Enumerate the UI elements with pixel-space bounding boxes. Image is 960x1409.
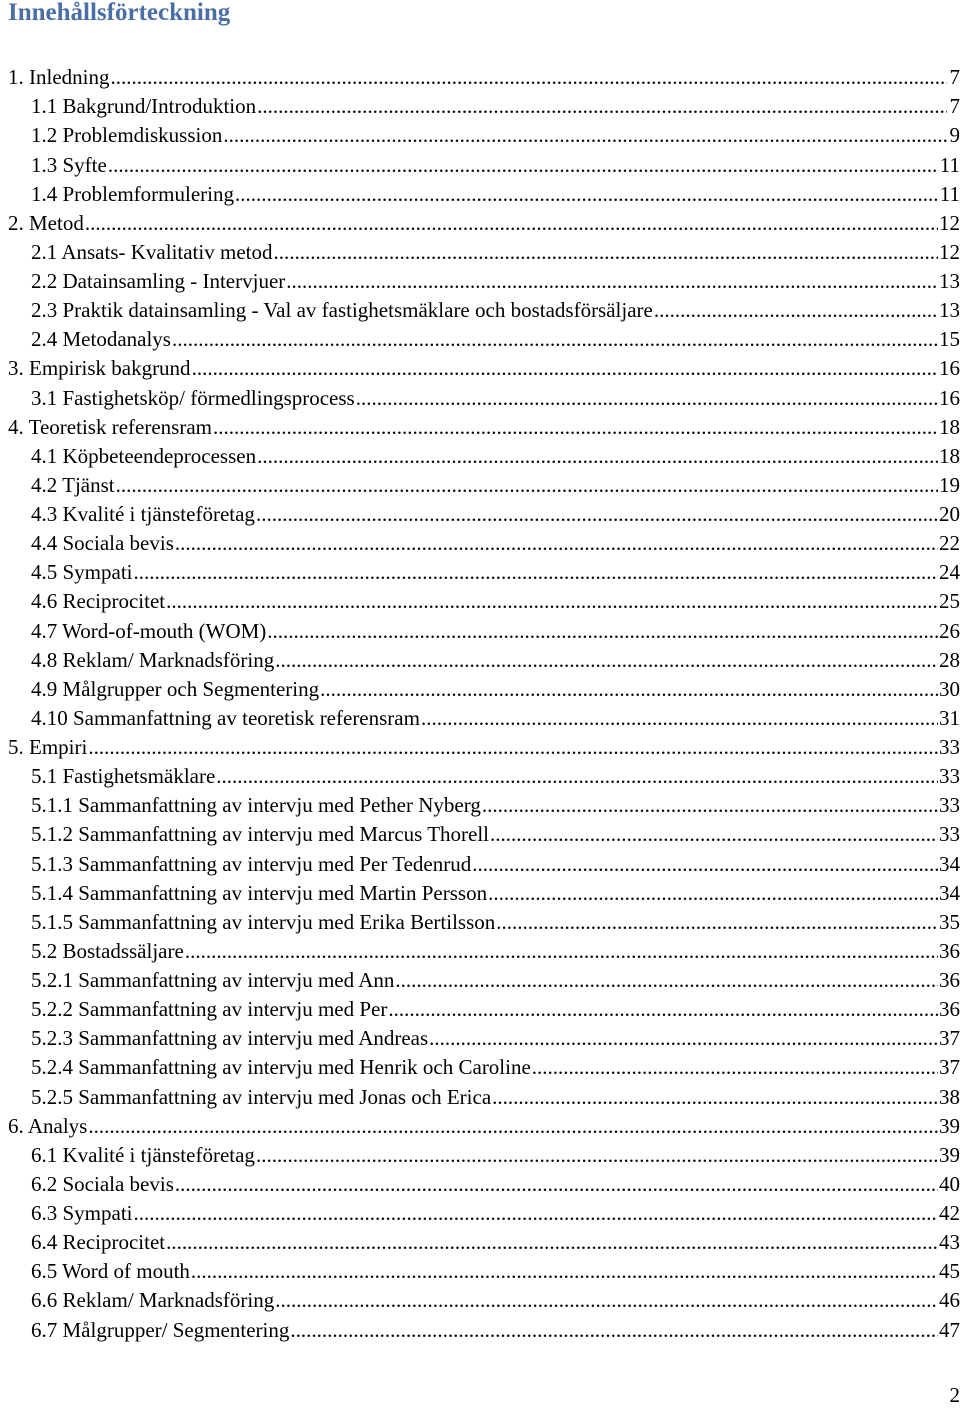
toc-entry-page-number[interactable]: 36 <box>939 968 960 992</box>
toc-entry[interactable] <box>0 296 960 325</box>
toc-entry[interactable] <box>0 180 960 209</box>
toc-entry[interactable] <box>0 908 960 937</box>
toc-entry-label[interactable]: 6.7 Målgrupper/ Segmentering <box>31 1318 289 1345</box>
toc-entry-page-number[interactable]: 45 <box>939 1259 960 1284</box>
toc-entry[interactable] <box>0 1141 960 1170</box>
toc-entry[interactable] <box>0 966 960 995</box>
dot-leader <box>429 1026 938 1053</box>
dot-leader <box>175 531 938 558</box>
toc-entry-page-number[interactable]: 11 <box>939 152 960 177</box>
toc-entry-page-number[interactable]: 42 <box>939 1201 960 1225</box>
toc-entry-label[interactable]: 1.4 Problemformulering <box>31 182 234 209</box>
dot-leader <box>273 240 938 267</box>
dot-leader <box>216 764 938 791</box>
toc-entry-page-number[interactable]: 19 <box>939 472 960 497</box>
dot-leader <box>223 123 947 150</box>
toc-entry-label[interactable]: 4.10 Sammanfattning av teoretisk referensram <box>31 706 420 733</box>
toc-entry[interactable] <box>0 92 960 121</box>
dot-leader <box>213 415 938 442</box>
toc-entry[interactable] <box>0 354 960 383</box>
toc-entry[interactable] <box>0 442 960 471</box>
toc-entry-page-number[interactable]: 40 <box>939 1171 960 1196</box>
toc-entry-page-number[interactable]: 7 <box>949 65 960 90</box>
toc-entry[interactable] <box>0 733 960 762</box>
toc-entry[interactable] <box>0 1082 960 1111</box>
toc-entry-page-number[interactable]: 28 <box>939 647 960 672</box>
dot-leader <box>275 648 938 675</box>
toc-entry-page-number[interactable]: 13 <box>939 298 960 323</box>
dot-leader <box>654 298 938 325</box>
dot-leader <box>192 356 938 383</box>
toc-entry[interactable] <box>0 1228 960 1257</box>
dot-leader <box>275 1288 938 1315</box>
toc-entry-label[interactable]: 6.2 Sociala bevis <box>31 1172 174 1199</box>
dot-leader <box>110 65 947 92</box>
toc-entry-label[interactable]: 6.1 Kvalité i tjänsteföretag <box>31 1143 255 1170</box>
toc-entry-label[interactable]: 5.1.1 Sammanfattning av intervju med Pether Nyberg <box>31 793 481 820</box>
dot-leader <box>134 560 938 587</box>
dot-leader <box>191 1259 938 1286</box>
toc-entry-label[interactable]: 5.1.4 Sammanfattning av intervju med Martin Persson <box>31 881 487 908</box>
toc-entry-page-number[interactable]: 34 <box>939 851 960 876</box>
toc-entry[interactable] <box>0 63 960 92</box>
dot-leader <box>256 1143 938 1170</box>
dot-leader <box>235 182 939 209</box>
toc-entry[interactable] <box>0 1257 960 1286</box>
toc-entry[interactable] <box>0 1199 960 1228</box>
dot-leader <box>421 706 938 733</box>
toc-entry[interactable] <box>0 849 960 878</box>
toc-entry[interactable] <box>0 820 960 849</box>
toc-entry-label[interactable]: 2.1 Ansats- Kvalitativ metod <box>31 240 272 267</box>
dot-leader <box>395 968 938 995</box>
dot-leader <box>166 1230 938 1257</box>
toc-entry-label[interactable]: 5.2.5 Sammanfattning av intervju med Jonas och Erica <box>31 1085 491 1112</box>
toc-entry-page-number[interactable]: 35 <box>939 909 960 934</box>
toc-entry-page-number[interactable]: 33 <box>939 793 960 818</box>
dot-leader <box>256 502 938 529</box>
toc-entry[interactable] <box>0 1170 960 1199</box>
toc-entry[interactable] <box>0 1053 960 1082</box>
dot-leader <box>108 153 939 180</box>
toc-entry-page-number[interactable]: 36 <box>939 938 960 963</box>
toc-entry-page-number[interactable]: 12 <box>939 210 960 235</box>
toc-entry[interactable] <box>0 1315 960 1344</box>
toc-entry[interactable] <box>0 995 960 1024</box>
toc-entry-page-number[interactable]: 43 <box>939 1230 960 1255</box>
toc-entry-label[interactable]: 4.2 Tjänst <box>31 473 115 500</box>
toc-entry-label[interactable]: 5.1 Fastighetsmäklare <box>31 764 215 791</box>
toc-entry-page-number[interactable]: 31 <box>939 705 960 730</box>
toc-entry-page-number[interactable]: 33 <box>939 735 960 759</box>
dot-leader <box>286 269 938 296</box>
toc-entry-page-number[interactable]: 20 <box>939 502 960 526</box>
toc-entry-label[interactable]: 5. Empiri <box>8 735 87 762</box>
dot-leader <box>267 619 938 646</box>
dot-leader <box>175 1172 938 1199</box>
toc-entry-page-number[interactable]: 26 <box>939 618 960 643</box>
toc-entry[interactable] <box>0 267 960 296</box>
toc-entry-page-number[interactable]: 11 <box>939 181 960 206</box>
toc-entry-label[interactable]: 4.4 Sociala bevis <box>31 531 174 558</box>
toc-entry-label[interactable]: 6.5 Word of mouth <box>31 1259 190 1286</box>
toc-entry[interactable] <box>0 150 960 179</box>
toc-entry-label[interactable]: 4.7 Word-of-mouth (WOM) <box>31 619 266 646</box>
toc-entry-page-number[interactable]: 7 <box>949 94 960 119</box>
toc-entry-page-number[interactable]: 16 <box>939 356 960 381</box>
dot-leader <box>88 1114 938 1141</box>
toc-entry-page-number[interactable]: 34 <box>939 880 960 905</box>
toc-entry-label[interactable]: 5.2.1 Sammanfattning av intervju med Ann <box>31 968 394 995</box>
dot-leader <box>116 473 938 500</box>
toc-entry[interactable] <box>0 616 960 645</box>
toc-entry[interactable] <box>0 471 960 500</box>
toc-entry-page-number[interactable]: 12 <box>939 239 960 264</box>
dot-leader <box>290 1318 938 1345</box>
toc-entry-label[interactable]: 4.6 Reciprocitet <box>31 589 165 616</box>
toc-entry-page-number[interactable]: 46 <box>939 1288 960 1313</box>
toc-entry[interactable] <box>0 325 960 354</box>
toc-entry-page-number[interactable]: 38 <box>939 1084 960 1109</box>
toc-entry[interactable] <box>0 762 960 791</box>
dot-leader <box>492 1085 938 1112</box>
toc-entry-label[interactable]: 5.2 Bostadssäljare <box>31 939 184 966</box>
toc-entry[interactable] <box>0 675 960 704</box>
dot-leader <box>488 881 938 908</box>
dot-leader <box>88 735 938 762</box>
toc-entry-page-number[interactable]: 37 <box>939 1026 960 1051</box>
dot-leader <box>496 910 938 937</box>
toc-entry-label[interactable]: 2.4 Metodanalys <box>31 327 171 354</box>
dot-leader <box>532 1055 938 1082</box>
toc-entry-label[interactable]: 2. Metod <box>8 211 84 238</box>
toc-entry-label[interactable]: 1.2 Problemdiskussion <box>31 123 222 150</box>
toc-entry-label[interactable]: 4. Teoretisk referensram <box>8 415 212 442</box>
dot-leader <box>185 939 938 966</box>
toc-entry[interactable] <box>0 209 960 238</box>
dot-leader <box>257 444 938 471</box>
toc-entry[interactable] <box>0 500 960 529</box>
toc-entry-page-number[interactable]: 39 <box>939 1142 960 1167</box>
dot-leader <box>388 997 938 1024</box>
toc-entry[interactable] <box>0 1286 960 1315</box>
toc-entry-page-number[interactable]: 47 <box>939 1317 960 1342</box>
toc-entry-label[interactable]: 5.2.3 Sammanfattning av intervju med Andreas <box>31 1026 428 1053</box>
toc-entry[interactable] <box>0 791 960 820</box>
toc-entry-label[interactable]: 2.3 Praktik datainsamling - Val av fastighetsmäklare och bostadsförsäljare <box>31 298 653 325</box>
toc-entry-page-number[interactable]: 18 <box>939 414 960 439</box>
toc-entry-label[interactable]: 6. Analys <box>8 1114 87 1141</box>
toc-entry-page-number[interactable]: 30 <box>939 676 960 701</box>
table-of-contents <box>0 63 960 1345</box>
toc-entry[interactable] <box>0 879 960 908</box>
toc-entry[interactable] <box>0 413 960 442</box>
toc-entry[interactable] <box>0 1024 960 1053</box>
page-number: 2 <box>949 1383 960 1407</box>
toc-entry-label[interactable]: 1. Inledning <box>8 65 109 92</box>
toc-entry-page-number[interactable]: 24 <box>939 560 960 585</box>
toc-entry-page-number[interactable]: 33 <box>939 822 960 847</box>
toc-entry-label[interactable]: 3. Empirisk bakgrund <box>8 356 191 383</box>
dot-leader <box>482 793 938 820</box>
toc-entry-label[interactable]: 4.5 Sympati <box>31 560 133 587</box>
toc-entry-page-number[interactable]: 25 <box>939 589 960 614</box>
toc-entry-label[interactable]: 5.1.2 Sammanfattning av intervju med Marcus Thorell <box>31 822 489 849</box>
toc-entry-page-number[interactable]: 37 <box>939 1055 960 1080</box>
toc-entry-label[interactable]: 5.2.2 Sammanfattning av intervju med Per <box>31 997 387 1024</box>
toc-entry-label[interactable]: 5.2.4 Sammanfattning av intervju med Henrik och Caroline <box>31 1055 531 1082</box>
toc-entry-label[interactable]: 6.6 Reklam/ Marknadsföring <box>31 1288 274 1315</box>
toc-entry-page-number[interactable]: 16 <box>939 385 960 410</box>
toc-entry-page-number[interactable]: 36 <box>939 997 960 1022</box>
toc-entry-label[interactable]: 6.3 Sympati <box>31 1201 133 1228</box>
toc-entry-label[interactable]: 1.3 Syfte <box>31 153 107 180</box>
toc-entry-page-number[interactable]: 18 <box>939 443 960 468</box>
toc-entry-page-number[interactable]: 13 <box>939 269 960 293</box>
dot-leader <box>172 327 938 354</box>
toc-entry-label[interactable]: 4.8 Reklam/ Marknadsföring <box>31 648 274 675</box>
toc-entry-label[interactable]: 3.1 Fastighetsköp/ förmedlingsprocess <box>31 386 355 413</box>
dot-leader <box>490 822 938 849</box>
toc-entry[interactable] <box>0 529 960 558</box>
dot-leader <box>356 386 938 413</box>
toc-entry[interactable] <box>0 646 960 675</box>
toc-entry[interactable] <box>0 558 960 587</box>
toc-entry-page-number[interactable]: 15 <box>939 327 960 352</box>
toc-entry-page-number[interactable]: 39 <box>939 1113 960 1138</box>
toc-entry-label[interactable]: 6.4 Reciprocitet <box>31 1230 165 1257</box>
toc-entry-label[interactable]: 1.1 Bakgrund/Introduktion <box>31 94 256 121</box>
dot-leader <box>134 1201 938 1228</box>
toc-entry-label[interactable]: 5.1.3 Sammanfattning av intervju med Per Tedenrud <box>31 852 471 879</box>
toc-entry-label[interactable]: 4.3 Kvalité i tjänsteföretag <box>31 502 255 529</box>
page-title: Innehållsförteckning <box>8 0 231 26</box>
toc-entry-label[interactable]: 5.1.5 Sammanfattning av intervju med Erika Bertilsson <box>31 910 495 937</box>
dot-leader <box>320 677 938 704</box>
dot-leader <box>257 94 947 121</box>
toc-entry-page-number[interactable]: 33 <box>939 764 960 789</box>
toc-entry[interactable] <box>0 937 960 966</box>
toc-entry[interactable] <box>0 587 960 616</box>
toc-entry[interactable] <box>0 383 960 412</box>
toc-entry-label[interactable]: 4.1 Köpbeteendeprocessen <box>31 444 256 471</box>
toc-entry-label[interactable]: 4.9 Målgrupper och Segmentering <box>31 677 319 704</box>
dot-leader <box>85 211 938 238</box>
toc-entry[interactable] <box>0 121 960 150</box>
toc-entry-page-number[interactable]: 22 <box>939 531 960 556</box>
toc-entry[interactable] <box>0 1112 960 1141</box>
toc-entry-label[interactable]: 2.2 Datainsamling - Intervjuer <box>31 269 285 296</box>
toc-entry[interactable] <box>0 704 960 733</box>
toc-entry-page-number[interactable]: 9 <box>949 123 960 148</box>
toc-entry[interactable] <box>0 238 960 267</box>
dot-leader <box>472 852 938 879</box>
dot-leader <box>166 589 938 616</box>
